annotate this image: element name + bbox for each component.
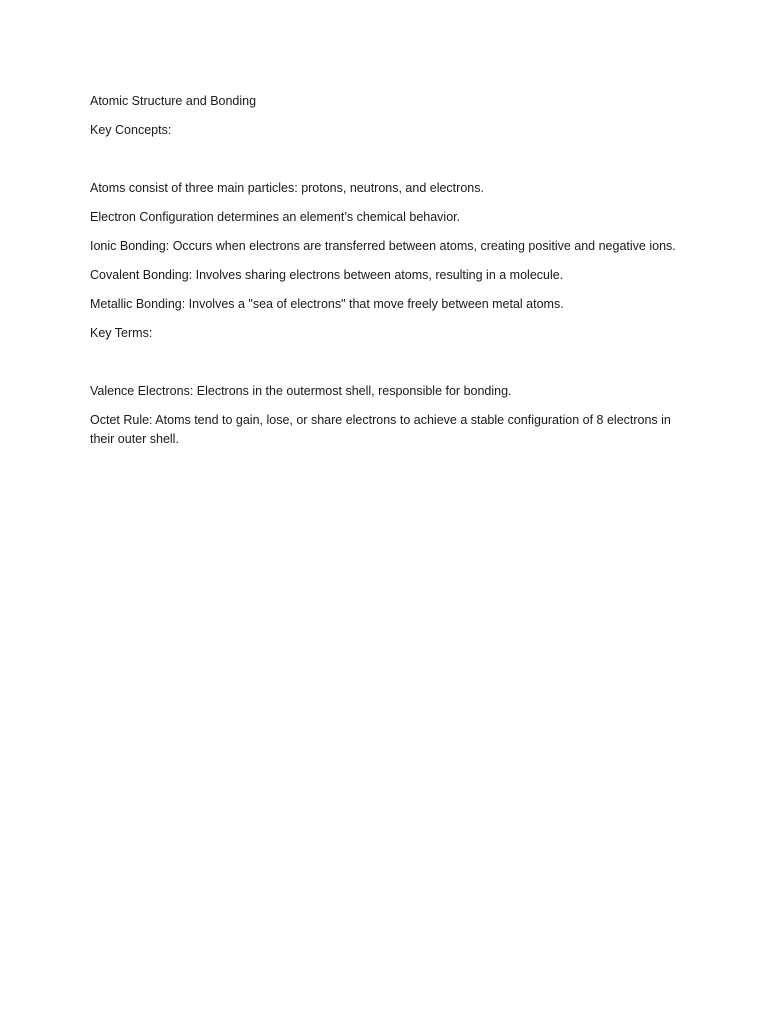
document-title: Atomic Structure and Bonding: [90, 94, 257, 108]
key-concept-item: Metallic Bonding: Involves a "sea of electrons" that move freely between metal atoms.: [90, 297, 564, 311]
key-concepts-heading: Key Concepts:: [90, 123, 172, 137]
key-terms-heading: Key Terms:: [90, 326, 153, 340]
key-term-item: Octet Rule: Atoms tend to gain, lose, or share electrons to achieve a stable configuration of 8 electrons in their outer shell.: [90, 413, 671, 446]
key-concept-item: Atoms consist of three main particles: protons, neutrons, and electrons.: [90, 181, 484, 195]
key-concept-item: Covalent Bonding: Involves sharing electrons between atoms, resulting in a molecule.: [90, 268, 564, 282]
blank-line: [90, 150, 682, 179]
key-concept-item: Electron Configuration determines an element’s chemical behavior.: [90, 210, 461, 224]
key-concept-item: Ionic Bonding: Occurs when electrons are transferred between atoms, creating positive and negative ions.: [90, 239, 676, 253]
blank-line: [90, 353, 682, 382]
key-term-item: Valence Electrons: Electrons in the outermost shell, responsible for bonding.: [90, 384, 512, 398]
document-body: [90, 92, 682, 459]
